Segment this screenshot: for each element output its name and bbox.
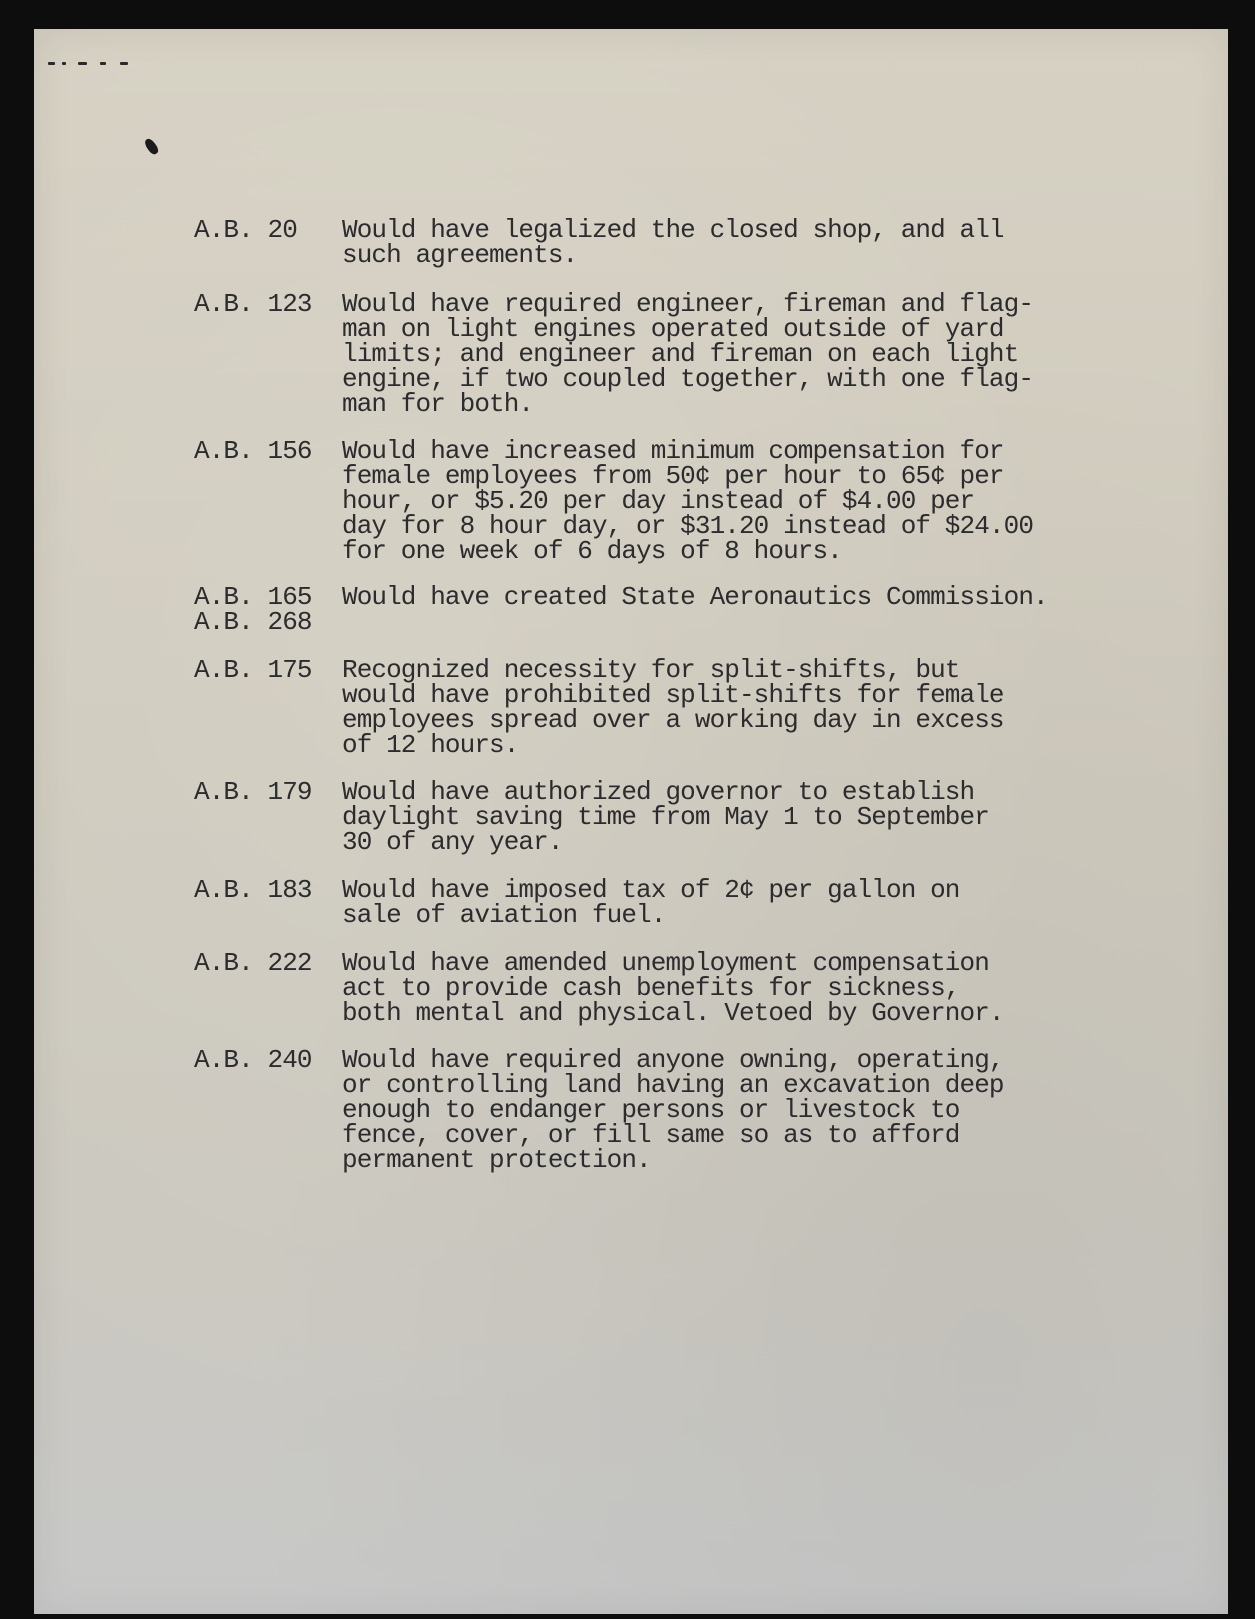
- bill-number: A.B. 183: [194, 875, 312, 905]
- bill-description: Would have legalized the closed shop, and all such agreements.: [342, 215, 1004, 270]
- bill-numbers: [194, 436, 342, 466]
- bill-description: Would have amended unemployment compensation act to provide cash benefits for sickness, both mental and physical. Vetoed by Governor.: [342, 948, 1004, 1028]
- list-item: [194, 1045, 1074, 1178]
- bill-description: Would have authorized governor to establish daylight saving time from May 1 to September 30 of any year.: [342, 777, 989, 857]
- bill-number: A.B. 20: [194, 215, 297, 245]
- bill-numbers: [194, 582, 342, 637]
- list-item: [194, 436, 1074, 585]
- bill-numbers: [194, 777, 342, 807]
- bill-description: Would have required engineer, fireman and flag- man on light engines operated outside of yard limits; and engineer and fireman on each light engine, if two coupled together, with one flag- man for both.: [342, 289, 1034, 419]
- bill-description: Would have imposed tax of 2¢ per gallon on sale of aviation fuel.: [342, 875, 960, 930]
- bill-numbers: [194, 1045, 342, 1075]
- bill-list: [194, 215, 1074, 1178]
- list-item: [194, 582, 1074, 658]
- bill-number: A.B. 156: [194, 436, 312, 466]
- ink-marks: [48, 60, 140, 68]
- bill-description: Would have increased minimum compensation for female employees from 50¢ per hour to 65¢ per hour, or $5.20 per day instead of $4.00 per day for 8 hour day, or $31.20 instead of $24.00 for one week of 6 days of 8 hours.: [342, 436, 1034, 566]
- bill-number: A.B. 123: [194, 289, 312, 319]
- bill-number: A.B. 268: [194, 607, 312, 637]
- bill-numbers: [194, 289, 342, 319]
- bill-number: A.B. 240: [194, 1045, 312, 1075]
- list-item: [194, 875, 1074, 951]
- bill-description: Recognized necessity for split-shifts, but would have prohibited split-shifts for female employees spread over a working day in excess of 12 hours.: [342, 655, 1004, 760]
- list-item: [194, 948, 1074, 1048]
- bill-number: A.B. 165: [194, 582, 312, 612]
- bill-number: A.B. 175: [194, 655, 312, 685]
- bill-description: Would have required anyone owning, operating, or controlling land having an excavation deep enough to endanger persons or livestock to fence, cover, or fill same so as to afford permanent protection.: [342, 1045, 1004, 1175]
- list-item: [194, 289, 1074, 439]
- bill-description: Would have created State Aeronautics Commission.: [342, 582, 1048, 612]
- bill-number: A.B. 222: [194, 948, 312, 978]
- bill-numbers: [194, 655, 342, 685]
- bill-numbers: [194, 215, 342, 245]
- bill-number: A.B. 179: [194, 777, 312, 807]
- list-item: [194, 215, 1074, 292]
- bill-numbers: [194, 875, 342, 905]
- pencil-mark: [143, 137, 160, 156]
- typed-page: [34, 29, 1228, 1614]
- list-item: [194, 655, 1074, 780]
- bill-numbers: [194, 948, 342, 978]
- list-item: [194, 777, 1074, 878]
